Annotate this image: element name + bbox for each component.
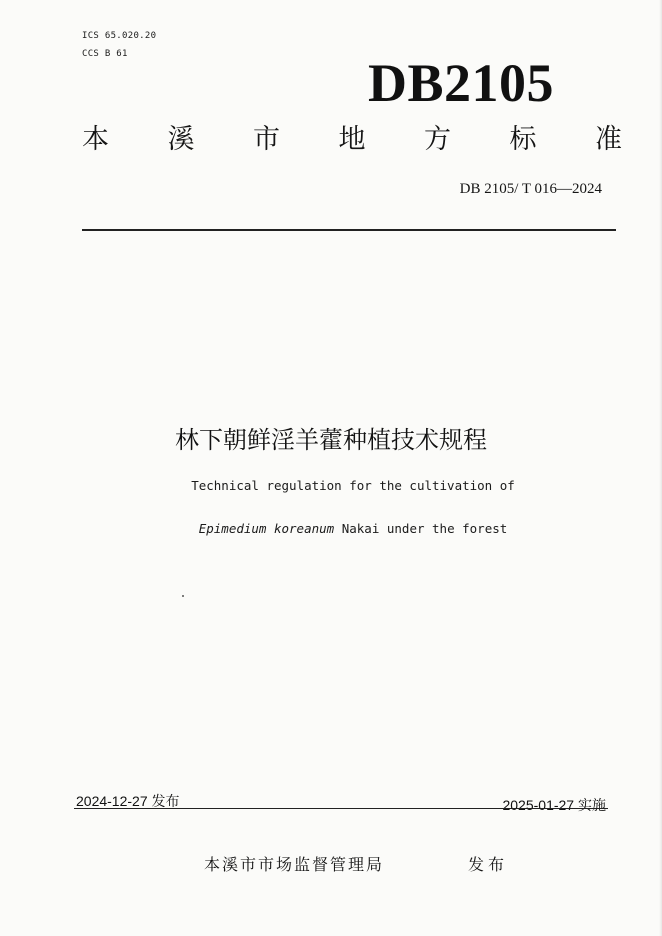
ics-code: ICS 65.020.20 bbox=[82, 31, 157, 41]
ccs-code: CCS B 61 bbox=[82, 49, 128, 59]
standard-code-logo: DB2105 bbox=[368, 53, 555, 113]
document-title-english-line2 bbox=[0, 521, 662, 536]
issuing-action: 发布 bbox=[468, 855, 509, 874]
standard-type-char: 市 bbox=[253, 124, 280, 155]
document-title-english-line1: Technical regulation for the cultivation of bbox=[191, 478, 515, 493]
footer-divider bbox=[74, 808, 608, 809]
standard-type-char: 准 bbox=[595, 124, 622, 155]
standard-type-char: 地 bbox=[338, 124, 366, 155]
scan-speck bbox=[182, 595, 184, 597]
standard-number: DB 2105/ T 016—2024 bbox=[459, 181, 602, 197]
standard-type-char: 方 bbox=[424, 124, 451, 155]
implementation-date: 2025-01-27 实施 bbox=[502, 797, 606, 813]
issue-date: 2024-12-27 发布 bbox=[76, 793, 180, 809]
species-name: Epimedium koreanum bbox=[198, 521, 335, 536]
header-divider bbox=[82, 229, 616, 231]
standard-type-char: 本 bbox=[82, 124, 109, 155]
standard-type-char: 溪 bbox=[167, 124, 195, 155]
standard-type-char: 标 bbox=[509, 124, 537, 155]
issuing-authority: 本溪市市场监督管理局 bbox=[204, 855, 385, 874]
document-title-chinese: 林下朝鲜淫羊藿种植技术规程 bbox=[175, 426, 487, 454]
standard-type-heading bbox=[82, 126, 622, 153]
title-english-rest: Nakai under the forest bbox=[334, 521, 508, 536]
